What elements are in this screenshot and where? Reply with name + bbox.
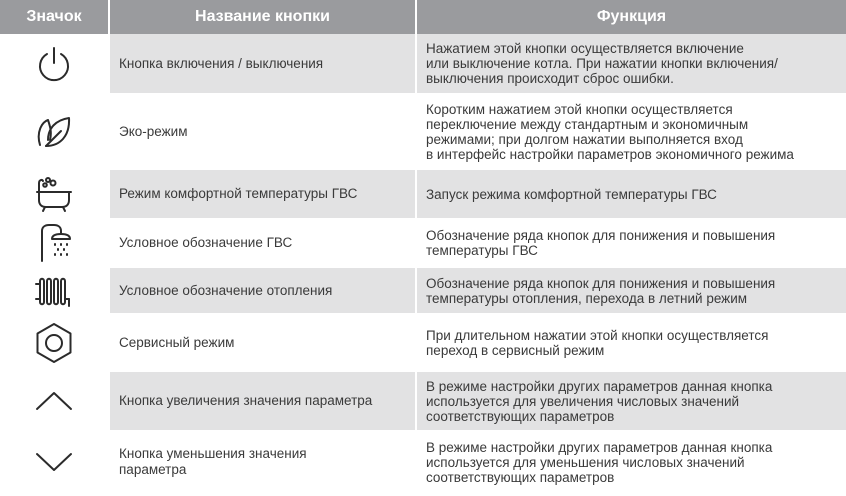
table-row: [0, 170, 846, 218]
button-name: Условное обозначение ГВС: [119, 235, 293, 250]
button-function: В режиме настройки других параметров данная кнопка используется для увеличения числовых значений соответствующих параметров: [417, 372, 846, 430]
button-name: Условное обозначение отопления: [110, 268, 415, 313]
radiator-icon: [34, 272, 74, 310]
button-function: При длительном нажатии этой кнопки осуществляется переход в сервисный режим: [426, 327, 769, 358]
button-function: Обозначение ряда кнопок для понижения и повышения температуры ГВС: [426, 228, 776, 258]
table-row: [0, 372, 846, 430]
bathtub-icon: [34, 175, 74, 213]
table-row: [0, 315, 846, 370]
icon-cell: [0, 432, 108, 492]
icon-cell: [0, 268, 108, 313]
table-row: [0, 432, 846, 492]
table-row: [0, 268, 846, 313]
button-name: Кнопка увеличения значения параметра: [110, 372, 415, 430]
icon-cell: [0, 315, 108, 370]
button-function: В режиме настройки других параметров данная кнопка используется для уменьшения числовых значений соответствующих параметров: [426, 439, 773, 485]
table-row: [0, 220, 846, 266]
header-function: Функция: [417, 0, 846, 34]
button-name: Кнопка уменьшения значения параметра: [119, 446, 307, 477]
button-name: Режим комфортной температуры ГВС: [110, 170, 415, 218]
button-function: Нажатием этой кнопки осуществляется включение или выключение котла. При нажатии кнопки включения/ выключения происходит сброс ошибки.: [417, 34, 846, 93]
icon-cell: [0, 170, 108, 218]
table-row: [0, 95, 846, 168]
power-icon: [34, 44, 74, 84]
header-name: Название кнопки: [110, 0, 415, 34]
table-row: [0, 34, 846, 93]
hex-nut-icon: [33, 322, 75, 364]
chevron-down-icon: [34, 450, 74, 474]
button-name: Эко-режим: [119, 123, 188, 139]
icon-cell: [0, 220, 108, 266]
icon-cell: [0, 372, 108, 430]
icon-cell: [0, 95, 108, 168]
shower-icon: [34, 223, 74, 263]
leaf-icon: [34, 112, 74, 152]
chevron-up-icon: [34, 389, 74, 413]
button-function: Обозначение ряда кнопок для понижения и повышения температуры отопления, перехода в летний режим: [417, 268, 846, 313]
icon-cell: [0, 34, 108, 93]
button-function: Запуск режима комфортной температуры ГВС: [417, 170, 846, 218]
button-function: Коротким нажатием этой кнопки осуществляется переключение между стандартным и экономичным режимами; при долгом нажатии выполняется вход в интерфейс настройки параметров экономичного режима: [426, 101, 794, 162]
header-icon: Значок: [0, 0, 108, 34]
button-name: Кнопка включения / выключения: [110, 34, 415, 93]
button-name: Сервисный режим: [119, 334, 235, 350]
